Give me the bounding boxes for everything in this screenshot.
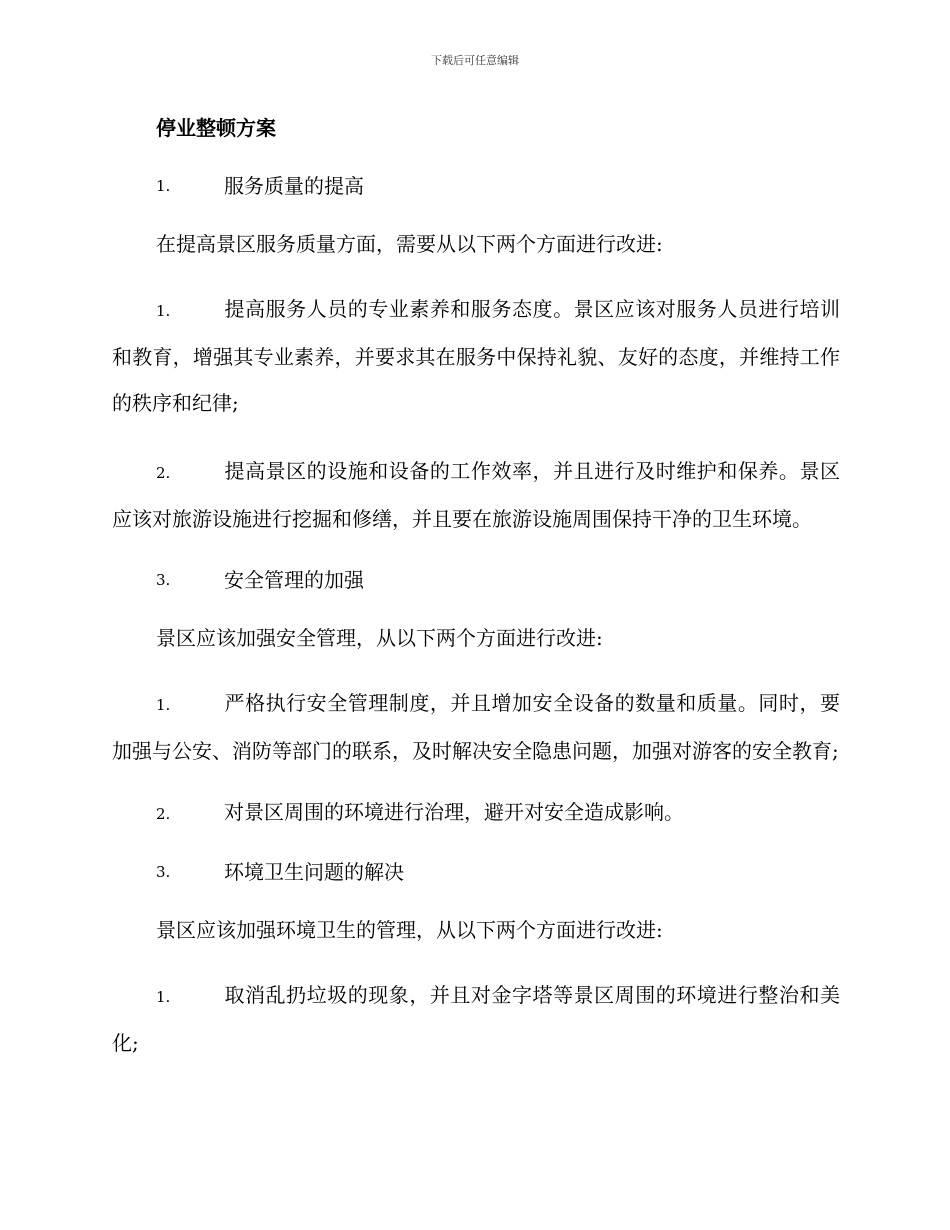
document-title: 停业整顿方案	[156, 116, 276, 140]
list-item-text: 严格执行安全管理制度，并且增加安全设备的数量和质量。同时，要加强与公安、消防等部门的联系，及时解决安全隐患问题，加强对游客的安全教育;	[112, 691, 840, 763]
section-heading-text: 环境卫生问题的解决	[224, 860, 404, 884]
document-body	[112, 112, 840, 1088]
section-intro: 景区应该加强环境卫生的管理，从以下两个方面进行改进:	[156, 918, 663, 942]
list-item-number: 1.	[156, 988, 171, 1006]
section-heading-text: 安全管理的加强	[224, 568, 364, 592]
list-item	[112, 796, 840, 830]
section-heading-text: 服务质量的提高	[224, 174, 364, 198]
section-number: 3.	[156, 571, 171, 589]
list-item-text: 提高服务人员的专业素养和服务态度。景区应该对服务人员进行培训和教育，增强其专业素养，并要求其在服务中保持礼貌、友好的态度，并维持工作的秩序和纪律;	[112, 297, 840, 415]
page-header: 下载后可任意编辑	[431, 54, 519, 67]
list-item	[112, 448, 840, 542]
list-item-number: 1.	[156, 696, 171, 714]
list-item	[112, 680, 840, 774]
section-intro: 景区应该加强安全管理，从以下两个方面进行改进:	[156, 626, 603, 650]
section-heading	[112, 170, 840, 202]
list-item-number: 2.	[156, 464, 171, 482]
list-item-number: 2.	[156, 805, 171, 823]
list-item	[112, 972, 840, 1066]
list-item-text: 提高景区的设施和设备的工作效率，并且进行及时维护和保养。景区应该对旅游设施进行挖掘和修缮，并且要在旅游设施周围保持干净的卫生环境。	[112, 459, 840, 531]
list-item-number: 1.	[156, 302, 171, 320]
list-item-text: 取消乱扔垃圾的现象，并且对金字塔等景区周围的环境进行整治和美化;	[112, 983, 840, 1055]
section-number: 3.	[156, 863, 171, 881]
section-number: 1.	[156, 177, 171, 195]
section-heading	[112, 564, 840, 596]
list-item	[112, 286, 840, 426]
list-item-text: 对景区周围的环境进行治理，避开对安全造成影响。	[224, 800, 684, 824]
section-intro: 在提高景区服务质量方面，需要从以下两个方面进行改进:	[156, 232, 663, 256]
section-heading	[112, 856, 840, 888]
